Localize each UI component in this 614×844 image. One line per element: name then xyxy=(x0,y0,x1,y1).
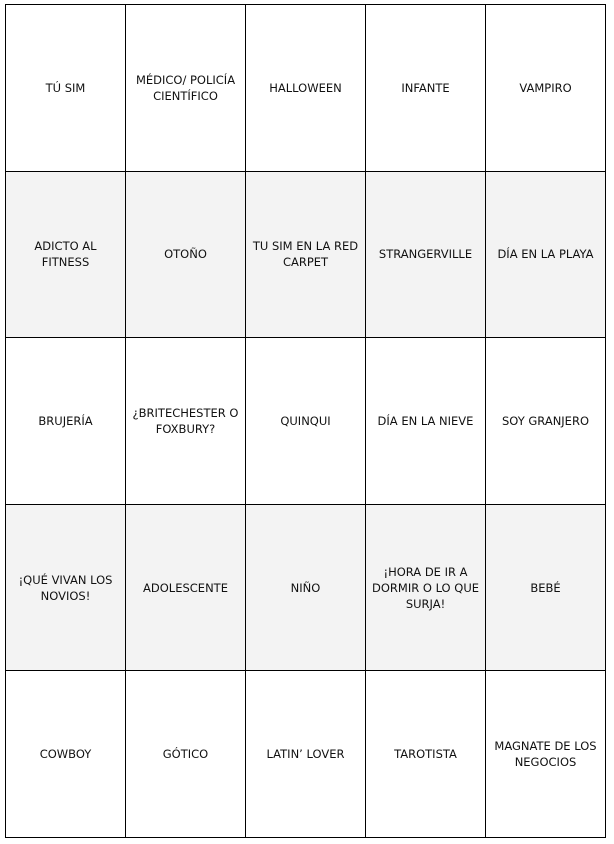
grid-row xyxy=(6,338,606,505)
grid-cell: MÉDICO/ POLICÍA CIENTÍFICO xyxy=(126,5,246,172)
grid-row xyxy=(6,171,606,338)
grid-cell: MAGNATE DE LOS NEGOCIOS xyxy=(486,671,606,838)
grid-cell: VAMPIRO xyxy=(486,5,606,172)
grid-row xyxy=(6,671,606,838)
grid-cell: ¿BRITECHESTER O FOXBURY? xyxy=(126,338,246,505)
grid-cell: LATIN’ LOVER xyxy=(246,671,366,838)
grid-cell: BRUJERÍA xyxy=(6,338,126,505)
grid-cell: DÍA EN LA NIEVE xyxy=(366,338,486,505)
grid-cell: SOY GRANJERO xyxy=(486,338,606,505)
grid-cell: TU SIM EN LA RED CARPET xyxy=(246,171,366,338)
grid-cell: ADOLESCENTE xyxy=(126,504,246,671)
grid-cell: TÚ SIM xyxy=(6,5,126,172)
grid-cell: HALLOWEEN xyxy=(246,5,366,172)
grid-row xyxy=(6,5,606,172)
bingo-grid xyxy=(5,4,606,838)
grid-cell: NIÑO xyxy=(246,504,366,671)
grid-cell: GÓTICO xyxy=(126,671,246,838)
grid-cell: INFANTE xyxy=(366,5,486,172)
grid-cell: COWBOY xyxy=(6,671,126,838)
grid-cell: ¡HORA DE IR A DORMIR O LO QUE SURJA! xyxy=(366,504,486,671)
grid-cell: ADICTO AL FITNESS xyxy=(6,171,126,338)
grid-cell: DÍA EN LA PLAYA xyxy=(486,171,606,338)
grid-cell: QUINQUI xyxy=(246,338,366,505)
grid-cell: STRANGERVILLE xyxy=(366,171,486,338)
grid-row xyxy=(6,504,606,671)
grid-cell: TAROTISTA xyxy=(366,671,486,838)
grid-cell: OTOÑO xyxy=(126,171,246,338)
grid-cell: BEBÉ xyxy=(486,504,606,671)
grid-cell: ¡QUÉ VIVAN LOS NOVIOS! xyxy=(6,504,126,671)
